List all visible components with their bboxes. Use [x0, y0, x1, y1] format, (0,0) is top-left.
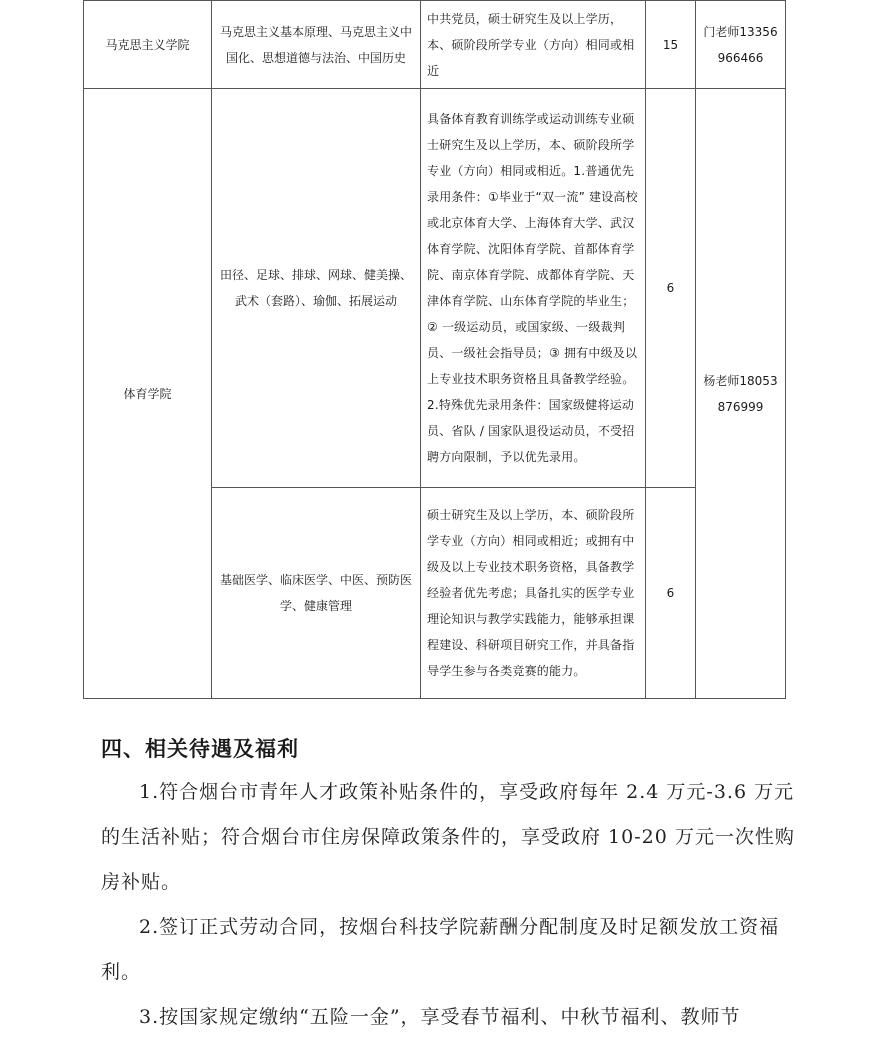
- table-row: [84, 1, 786, 89]
- majors-cell: 田径、足球、排球、网球、健美操、武术（套路）、瑜伽、拓展运动: [212, 89, 421, 488]
- paragraph: 1.符合烟台市青年人才政策补贴条件的，享受政府每年 2.4 万元-3.6 万元的生活补贴；符合烟台市住房保障政策条件的，享受政府 10-20 万元一次性购房补贴。: [101, 781, 795, 893]
- table-row: [84, 89, 786, 488]
- requirements-cell: 中共党员，硕士研究生及以上学历，本、硕阶段所学专业（方向）相同或相近: [421, 1, 646, 89]
- college-cell: 马克思主义学院: [84, 1, 212, 89]
- count-cell: 15: [646, 1, 696, 89]
- paragraph: 3.按国家规定缴纳“五险一金”，享受春节福利、中秋节福利、教师节: [139, 1006, 741, 1028]
- college-cell: 体育学院: [84, 89, 212, 699]
- requirements-cell: 具备体育教育训练学或运动训练专业硕士研究生及以上学历，本、硕阶段所学专业（方向）相同或相近。1.普通优先录用条件：①毕业于“双一流” 建设高校或北京体育大学、上海体育大学、武汉体育学院、沈阳体育学院、首都体育学院、南京体育学院、成都体育学院、天津体育学院、山东体育学院的毕业生；② 一级运动员，或国家级、一级裁判员、一级社会指导员；③ 拥有中级及以上专业技术职务资格且具备教学经验。2.特殊优先录用条件：国家级健将运动员、省队 / 国家队退役运动员，不受招聘方向限制，予以优先录用。: [421, 89, 646, 488]
- section-heading: 四、相关待遇及福利: [101, 737, 299, 761]
- requirements-cell: 硕士研究生及以上学历，本、硕阶段所学专业（方向）相同或相近；或拥有中级及以上专业技术职务资格，具备教学经验者优先考虑；具备扎实的医学专业理论知识与教学实践能力，能够承担课程建设、科研项目研究工作，并具备指导学生参与各类竞赛的能力。: [421, 488, 646, 699]
- recruitment-table: [83, 0, 786, 699]
- majors-cell: 基础医学、临床医学、中医、预防医学、健康管理: [212, 488, 421, 699]
- paragraph: 2.签订正式劳动合同，按烟台科技学院薪酬分配制度及时足额发放工资福利。: [101, 916, 780, 983]
- count-cell: 6: [646, 488, 696, 699]
- contact-cell: 门老师13356966466: [696, 1, 786, 89]
- count-cell: 6: [646, 89, 696, 488]
- contact-cell: 杨老师18053876999: [696, 89, 786, 699]
- majors-cell: 马克思主义基本原理、马克思主义中国化、思想道德与法治、中国历史: [212, 1, 421, 89]
